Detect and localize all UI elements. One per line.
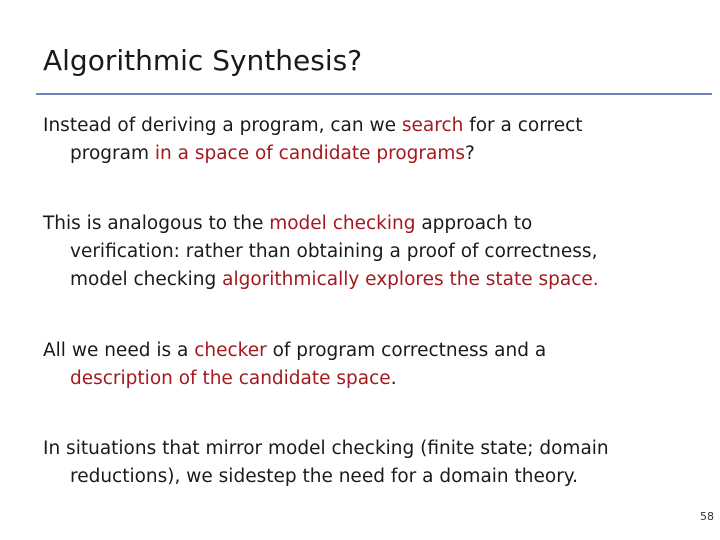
paragraph-line — [43, 337, 703, 365]
paragraph-search — [43, 112, 703, 168]
highlighted-phrase: in a space of candidate programs — [154, 143, 466, 164]
text-run: of program correctness and a — [266, 340, 547, 361]
highlighted-phrase: algorithmically explores the state space. — [222, 269, 599, 290]
text-run: . — [390, 368, 397, 389]
slide-title: Algorithmic Synthesis? — [43, 44, 363, 77]
text-run: ? — [465, 143, 475, 164]
highlighted-phrase: model checking — [269, 213, 416, 234]
paragraph-model-checking — [43, 210, 703, 294]
text-run: approach to — [415, 213, 533, 234]
paragraph-line — [43, 210, 703, 238]
highlighted-phrase: checker — [194, 340, 267, 361]
paragraph-checker — [43, 337, 703, 393]
title-divider — [36, 93, 712, 95]
highlighted-phrase: description of the candidate space — [70, 368, 391, 389]
text-run: verification: rather than obtaining a proof of correctness, — [70, 241, 598, 262]
text-run: Instead of deriving a program, can we — [43, 115, 402, 136]
paragraph-domain-theory — [43, 435, 703, 491]
paragraph-line — [43, 112, 703, 140]
text-run: All we need is a — [43, 340, 195, 361]
paragraph-line — [43, 365, 703, 393]
highlighted-phrase: search — [401, 115, 464, 136]
text-run: In situations that mirror model checking (finite state; domain — [43, 438, 609, 459]
paragraph-line — [43, 238, 703, 266]
paragraph-line — [43, 140, 703, 168]
text-run: reductions), we sidestep the need for a domain theory. — [70, 466, 579, 487]
paragraph-line — [43, 266, 703, 294]
page-number: 58 — [700, 510, 714, 523]
text-run: This is analogous to the — [43, 213, 270, 234]
text-run: model checking — [70, 269, 223, 290]
paragraph-line — [43, 463, 703, 491]
text-run: program — [70, 143, 155, 164]
text-run: for a correct — [463, 115, 583, 136]
paragraph-line — [43, 435, 703, 463]
